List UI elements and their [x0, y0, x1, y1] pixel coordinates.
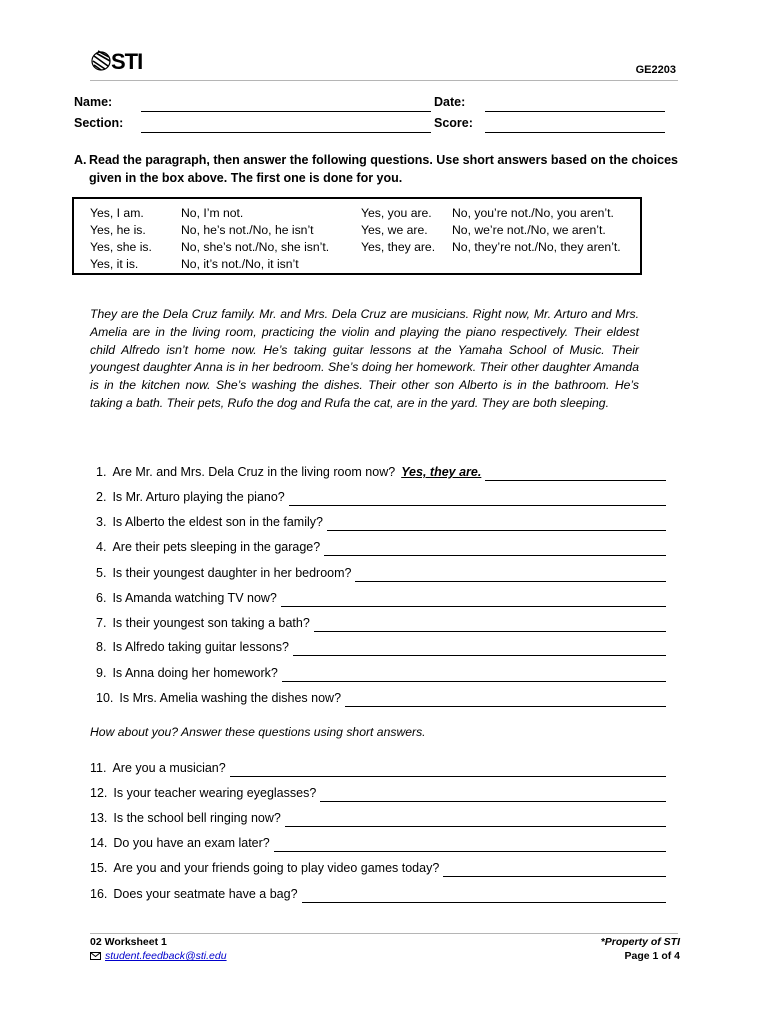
question-text: Are you a musician?: [112, 761, 226, 775]
choice-col3-3: Yes, they are.: [361, 240, 436, 254]
question-number: 6.: [96, 591, 107, 605]
answer-line[interactable]: [274, 838, 666, 852]
name-field[interactable]: [141, 111, 431, 112]
question-row: [96, 664, 666, 682]
mail-icon: [90, 952, 101, 960]
choice-col3-2: Yes, we are.: [361, 223, 428, 237]
section-heading: How about you? Answer these questions using short answers.: [90, 725, 426, 739]
question-row: [96, 538, 666, 556]
choice-col1-2: Yes, he is.: [90, 223, 146, 237]
answer-line[interactable]: [293, 642, 666, 656]
answer-line[interactable]: [314, 618, 666, 632]
question-text: Does your seatmate have a bag?: [113, 887, 298, 901]
question-text: Is your teacher wearing eyeglasses?: [113, 786, 317, 800]
choice-col4-2: No, we’re not./No, we aren’t.: [452, 223, 606, 237]
question-text: Do you have an exam later?: [113, 836, 270, 850]
question-text: Is Alfredo taking guitar lessons?: [112, 640, 289, 654]
page-number: Page 1 of 4: [624, 950, 680, 962]
question-text: Is Amanda watching TV now?: [112, 591, 277, 605]
choice-col1-1: Yes, I am.: [90, 206, 144, 220]
question-row: [96, 488, 666, 506]
answer-line[interactable]: [355, 568, 666, 582]
logo-text: STI: [111, 49, 143, 74]
instructions-letter: A.: [74, 153, 87, 167]
answer-line[interactable]: [289, 492, 666, 506]
question-text: Are their pets sleeping in the garage?: [112, 540, 321, 554]
question-number: 15.: [90, 861, 108, 875]
sti-logo-icon: [90, 46, 150, 76]
choice-col4-1: No, you’re not./No, you aren’t.: [452, 206, 614, 220]
answer-line[interactable]: [443, 863, 666, 877]
question-text: Is Alberto the eldest son in the family?: [112, 515, 323, 529]
question-row: [90, 859, 666, 877]
sti-logo: [90, 46, 150, 76]
answer-line[interactable]: [345, 693, 666, 707]
answer-line[interactable]: [281, 593, 666, 607]
question-text: Is their youngest daughter in her bedroom?: [112, 566, 352, 580]
question-row: [96, 513, 666, 531]
question-row: [96, 564, 666, 582]
question-row: [90, 784, 666, 802]
answer-line[interactable]: [485, 467, 666, 481]
question-row: [90, 885, 666, 903]
instructions: [74, 151, 684, 187]
answer-line[interactable]: [230, 763, 666, 777]
email-link[interactable]: student.feedback@sti.edu: [105, 950, 227, 962]
sample-answer: Yes, they are.: [401, 465, 482, 479]
question-row: [90, 759, 666, 777]
worksheet-label: 02 Worksheet 1: [90, 936, 167, 948]
question-row: [96, 689, 666, 707]
question-text: Are Mr. and Mrs. Dela Cruz in the living room now?: [112, 465, 396, 479]
question-text: Is the school bell ringing now?: [113, 811, 281, 825]
answer-line[interactable]: [324, 542, 666, 556]
question-number: 1.: [96, 465, 107, 479]
choice-col2-1: No, I’m not.: [181, 206, 244, 220]
date-label: Date:: [434, 95, 466, 109]
question-number: 13.: [90, 811, 108, 825]
question-number: 12.: [90, 786, 108, 800]
question-text: Is Mr. Arturo playing the piano?: [112, 490, 285, 504]
footer-divider: [90, 933, 678, 934]
question-number: 14.: [90, 836, 108, 850]
choice-col4-3: No, they’re not./No, they aren’t.: [452, 240, 621, 254]
question-row: [96, 589, 666, 607]
story-paragraph: They are the Dela Cruz family. Mr. and Mrs. Dela Cruz are musicians. Right now, Mr. Arturo and Mrs. Amelia are in the living room, practicing the violin and playing the piano respectively. Their eldest child Alfredo isn’t home now. He’s taking guitar lessons at the Yamaha School of Music. Their youngest daughter Anna is in her bedroom. She’s doing her homework. Their other daughter Amanda is in the kitchen now. She’s washing the dishes. Their other son Alberto is in the bathroom. He’s taking a bath. Their pets, Rufo the dog and Rufa the cat, are in the yard. They are both sleeping.: [90, 307, 639, 410]
score-field[interactable]: [485, 132, 665, 133]
choice-col1-3: Yes, she is.: [90, 240, 152, 254]
instructions-text: Read the paragraph, then answer the following questions. Use short answers based on the choices given in the box above. The first one is done for you.: [89, 153, 679, 185]
answer-line[interactable]: [285, 813, 666, 827]
section-label: Section:: [74, 116, 124, 130]
date-field[interactable]: [485, 111, 665, 112]
question-row: [96, 614, 666, 632]
question-row: [96, 638, 666, 656]
question-text: Is their youngest son taking a bath?: [112, 616, 310, 630]
answer-line[interactable]: [282, 668, 666, 682]
question-text: Are you and your friends going to play video games today?: [113, 861, 440, 875]
question-number: 4.: [96, 540, 107, 554]
answer-line[interactable]: [320, 788, 666, 802]
question-text: Is Anna doing her homework?: [112, 666, 278, 680]
property-label: *Property of STI: [600, 936, 680, 948]
question-number: 10.: [96, 691, 114, 705]
course-code: GE2203: [635, 64, 676, 76]
feedback-email: [90, 950, 227, 962]
question-text: Is Mrs. Amelia washing the dishes now?: [119, 691, 342, 705]
question-number: 7.: [96, 616, 107, 630]
header-divider: [90, 80, 678, 81]
choice-col2-2: No, he’s not./No, he isn’t: [181, 223, 314, 237]
choices-box: [72, 197, 642, 275]
question-number: 5.: [96, 566, 107, 580]
question-number: 16.: [90, 887, 108, 901]
choice-col2-4: No, it’s not./No, it isn’t: [181, 257, 299, 271]
question-number: 3.: [96, 515, 107, 529]
score-label: Score:: [434, 116, 473, 130]
question-row: [96, 463, 666, 481]
choice-col3-1: Yes, you are.: [361, 206, 432, 220]
question-number: 8.: [96, 640, 107, 654]
section-field[interactable]: [141, 132, 431, 133]
question-row: [90, 809, 666, 827]
question-number: 11.: [90, 761, 107, 775]
question-number: 2.: [96, 490, 107, 504]
choice-col1-4: Yes, it is.: [90, 257, 139, 271]
answer-line[interactable]: [302, 889, 666, 903]
question-number: 9.: [96, 666, 107, 680]
choice-col2-3: No, she’s not./No, she isn’t.: [181, 240, 330, 254]
name-label: Name:: [74, 95, 113, 109]
question-row: [90, 834, 666, 852]
answer-line[interactable]: [327, 517, 666, 531]
